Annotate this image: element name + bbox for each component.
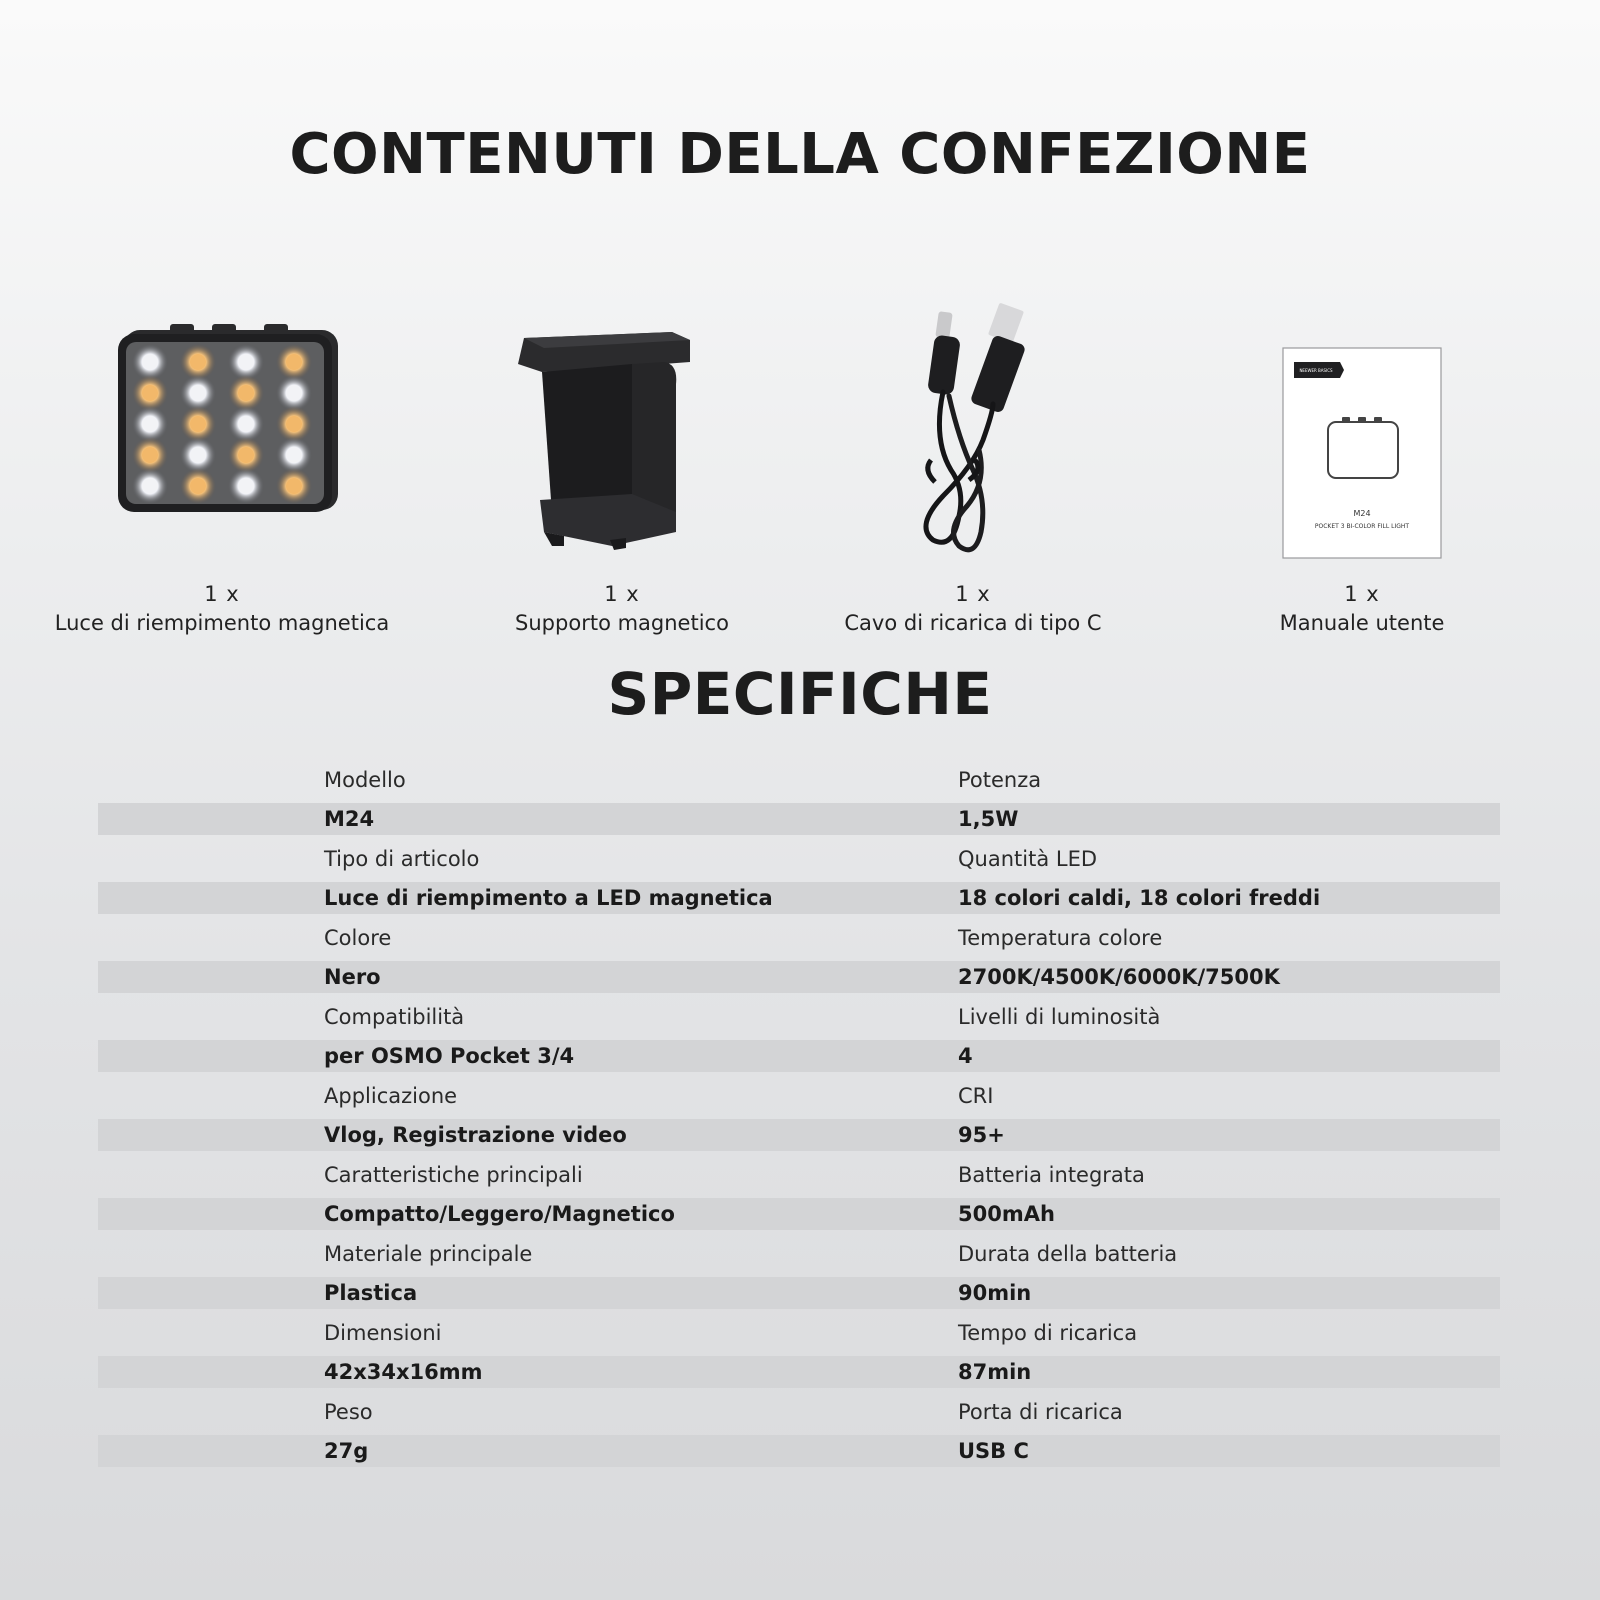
spec-label-row <box>98 764 1500 795</box>
cold-led-core <box>190 385 206 401</box>
package-item-cable <box>783 300 1163 640</box>
cold-led-core <box>238 478 254 494</box>
spec-label: Modello <box>324 768 406 792</box>
spec-label: Applicazione <box>324 1084 458 1108</box>
spec-label: Livelli di luminosità <box>958 1005 1161 1029</box>
spec-value-row <box>98 1040 1500 1072</box>
spec-value-row <box>98 1119 1500 1151</box>
magnetic-mount-image <box>432 300 812 570</box>
item-qty: 1 x <box>1344 582 1380 606</box>
spec-value: 2700K/4500K/6000K/7500K <box>958 965 1280 989</box>
spec-value: Compatto/Leggero/Magnetico <box>324 1202 675 1226</box>
warm-led-core <box>286 478 302 494</box>
cold-led-core <box>238 354 254 370</box>
cold-led-core <box>286 385 302 401</box>
spec-value: 90min <box>958 1281 1032 1305</box>
usb-c-cable-image <box>783 300 1163 570</box>
spec-label-row <box>98 1317 1500 1348</box>
spec-label: Compatibilità <box>324 1005 465 1029</box>
spec-label: Caratteristiche principali <box>324 1163 583 1187</box>
spec-label: Materiale principale <box>324 1242 533 1266</box>
specs-title: SPECIFICHE <box>607 660 993 728</box>
spec-value-row <box>98 882 1500 914</box>
warm-led-core <box>286 354 302 370</box>
warm-led-core <box>238 447 254 463</box>
spec-value: 4 <box>958 1044 973 1068</box>
spec-label: Temperatura colore <box>958 926 1163 950</box>
cold-led-core <box>286 447 302 463</box>
spec-value: USB C <box>958 1439 1029 1463</box>
fill-light-image <box>32 300 412 570</box>
spec-value: per OSMO Pocket 3/4 <box>324 1044 575 1068</box>
item-label: Cavo di ricarica di tipo C <box>844 611 1102 635</box>
spec-label: Batteria integrata <box>958 1163 1145 1187</box>
cold-led-core <box>142 354 158 370</box>
specs-table <box>98 764 1500 1475</box>
spec-value: Plastica <box>324 1281 418 1305</box>
cold-led-core <box>142 478 158 494</box>
warm-led-core <box>190 478 206 494</box>
spec-value-row <box>98 961 1500 993</box>
spec-label-row <box>98 1080 1500 1111</box>
spec-label-row <box>98 843 1500 874</box>
cold-led-core <box>142 416 158 432</box>
spec-label-row <box>98 1238 1500 1269</box>
item-label: Manuale utente <box>1279 611 1445 635</box>
user-manual-image <box>1172 300 1552 570</box>
manual-subtitle: POCKET 3 BI-COLOR FILL LIGHT <box>1314 523 1410 530</box>
spec-value-row <box>98 1198 1500 1230</box>
manual-brand: NEEWER BASICS <box>1299 368 1333 373</box>
spec-label: Tempo di ricarica <box>958 1321 1138 1345</box>
spec-value-row <box>98 1356 1500 1388</box>
warm-led-core <box>190 416 206 432</box>
spec-value: 18 colori caldi, 18 colori freddi <box>958 886 1321 910</box>
spec-label: Tipo di articolo <box>324 847 480 871</box>
spec-value: 42x34x16mm <box>324 1360 483 1384</box>
spec-label: Potenza <box>958 768 1042 792</box>
spec-label-row <box>98 1001 1500 1032</box>
spec-label: CRI <box>958 1084 994 1108</box>
spec-value-row <box>98 803 1500 835</box>
item-label: Supporto magnetico <box>515 611 729 635</box>
spec-label: Quantità LED <box>958 847 1098 871</box>
spec-label-row <box>98 922 1500 953</box>
spec-value: Luce di riempimento a LED magnetica <box>324 886 773 910</box>
spec-label-row <box>98 1159 1500 1190</box>
manual-model: M24 <box>1353 509 1371 518</box>
warm-led-core <box>142 385 158 401</box>
spec-value: Nero <box>324 965 381 989</box>
spec-label: Dimensioni <box>324 1321 442 1345</box>
warm-led-core <box>142 447 158 463</box>
cold-led-core <box>238 416 254 432</box>
spec-value: Vlog, Registrazione video <box>324 1123 627 1147</box>
warm-led-core <box>190 354 206 370</box>
package-item-fill-light <box>32 300 412 640</box>
spec-value-row <box>98 1435 1500 1467</box>
spec-label: Durata della batteria <box>958 1242 1178 1266</box>
package-item-mount <box>432 300 812 640</box>
spec-label: Colore <box>324 926 392 950</box>
spec-label-row <box>98 1396 1500 1427</box>
spec-value: 87min <box>958 1360 1032 1384</box>
spec-label: Porta di ricarica <box>958 1400 1123 1424</box>
item-label: Luce di riempimento magnetica <box>54 611 390 635</box>
spec-value: 27g <box>324 1439 369 1463</box>
spec-label: Peso <box>324 1400 373 1424</box>
warm-led-core <box>286 416 302 432</box>
spec-value: 95+ <box>958 1123 1005 1147</box>
item-qty: 1 x <box>604 582 640 606</box>
spec-value: M24 <box>324 807 375 831</box>
spec-value: 500mAh <box>958 1202 1055 1226</box>
spec-value: 1,5W <box>958 807 1019 831</box>
spec-value-row <box>98 1277 1500 1309</box>
contents-title: CONTENUTI DELLA CONFEZIONE <box>289 122 1311 187</box>
item-qty: 1 x <box>955 582 991 606</box>
warm-led-core <box>238 385 254 401</box>
item-qty: 1 x <box>204 582 240 606</box>
package-item-manual <box>1172 300 1552 640</box>
cold-led-core <box>190 447 206 463</box>
